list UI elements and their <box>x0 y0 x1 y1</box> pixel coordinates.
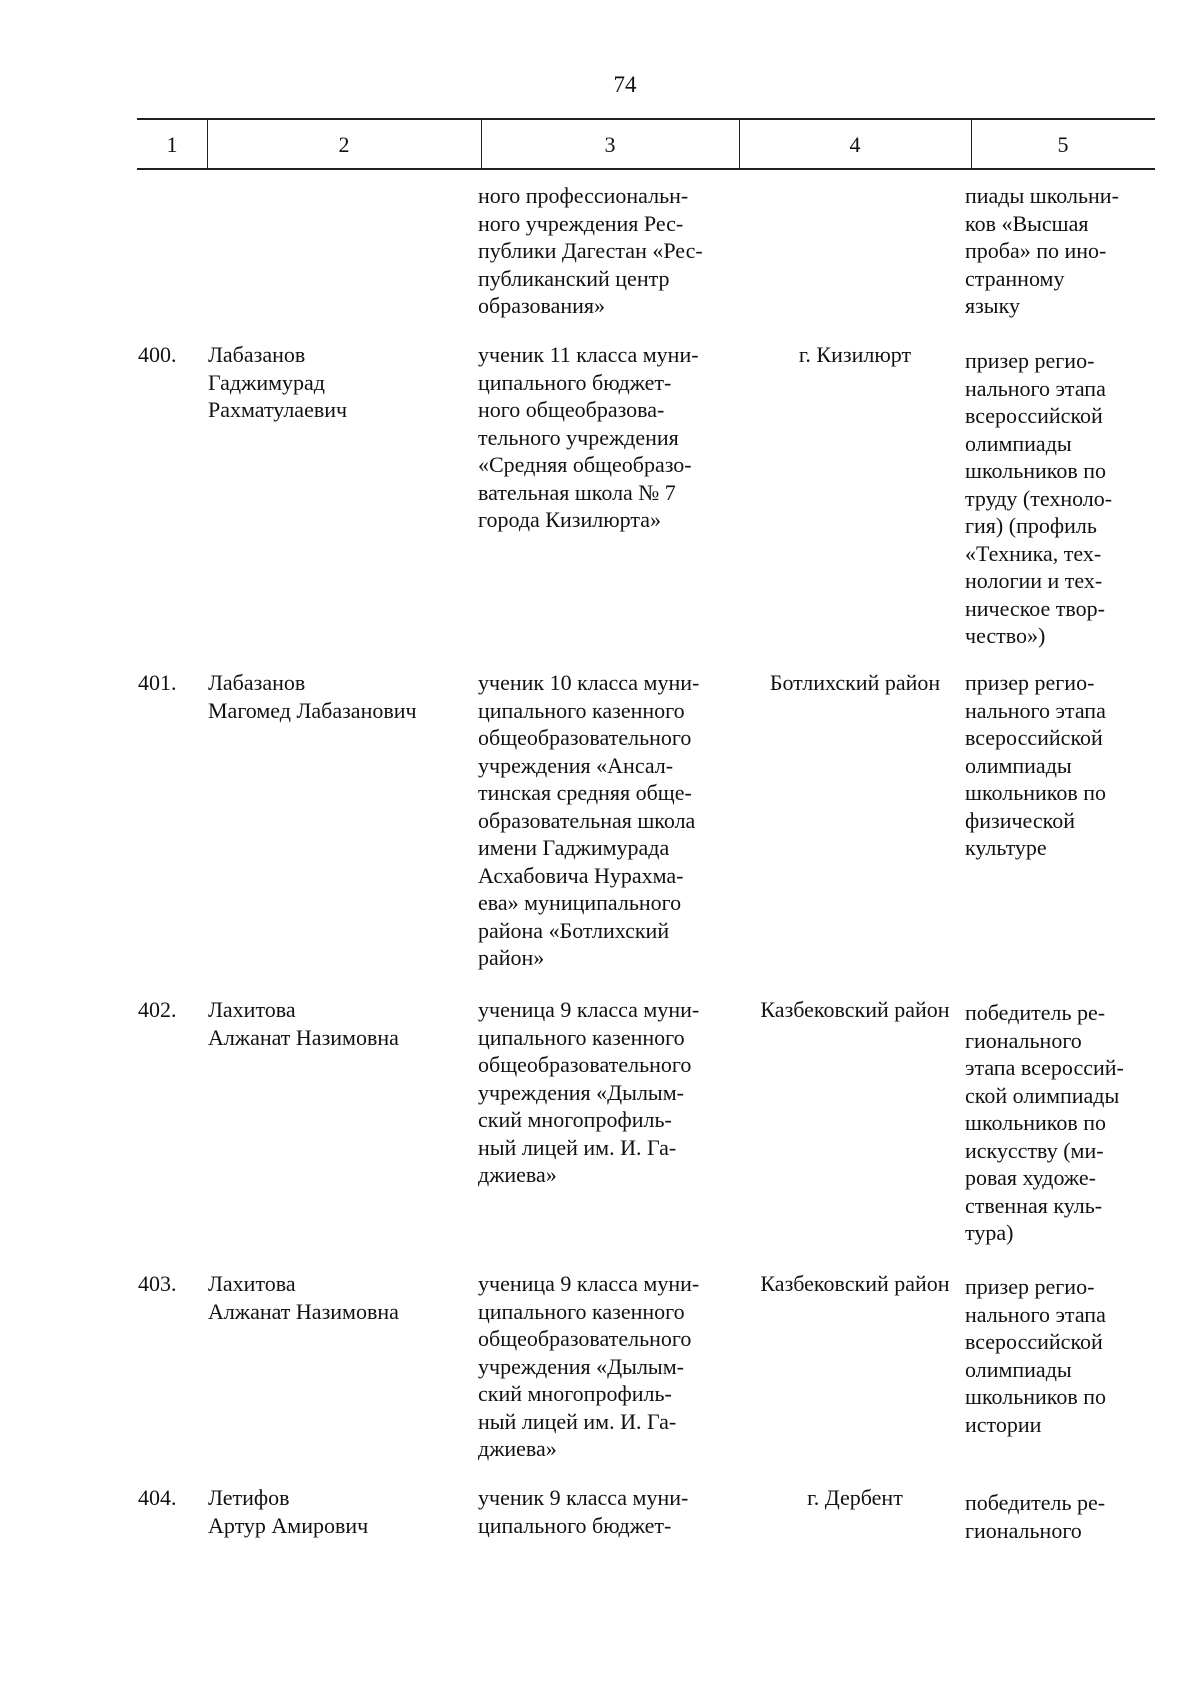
status-cell: победитель ре- гионального <box>965 1490 1106 1543</box>
status-cell: победитель ре- гионального этапа всероссий- ской олимпиады школьников по искусству (ми- ровая художе- ственная куль- тура) <box>965 1000 1124 1245</box>
header-col-1: 1 <box>166 132 178 157</box>
name-cell: Лахитова Алжанат Назимовна <box>208 997 399 1050</box>
header-col-4: 4 <box>849 132 861 157</box>
row-number: 404. <box>138 1485 177 1510</box>
status-cell: призер регио- нального этапа всероссийской олимпиады школьников по физической культуре <box>965 670 1107 860</box>
header-col-5: 5 <box>1057 132 1069 157</box>
header-col-2: 2 <box>338 132 350 157</box>
place-cell: г. Дербент <box>807 1485 903 1510</box>
desc-cell: ученик 9 класса муни- ципального бюджет- <box>478 1485 689 1538</box>
name-cell: Лахитова Алжанат Назимовна <box>208 1271 399 1324</box>
place-cell: Казбековский район <box>760 997 950 1022</box>
place-cell: Казбековский район <box>760 1271 950 1296</box>
desc-cell: ного профессиональн- ного учреждения Рес- публики Дагестан «Рес- публиканский центр образования» <box>478 183 703 318</box>
place-cell: Ботлихский район <box>769 670 941 695</box>
desc-cell: ученица 9 класса муни- ципального казенного общеобразовательного учреждения «Дылым- ский многопрофиль- ный лицей им. И. Га- джиева» <box>478 1271 700 1461</box>
status-cell: призер регио- нального этапа всероссийской олимпиады школьников по труду (техноло- гия) (профиль «Техника, тех- нологии и тех- ническое твор- чество») <box>965 348 1113 648</box>
desc-cell: ученица 9 класса муни- ципального казенного общеобразовательного учреждения «Дылым- ский многопрофиль- ный лицей им. И. Га- джиева» <box>478 997 700 1187</box>
status-cell: пиады школьни- ков «Высшая проба» по ино- странному языку <box>965 183 1119 318</box>
desc-cell: ученик 10 класса муни- ципального казенного общеобразовательного учреждения «Ансал- тинская средняя обще- образовательная школа имени Гаджимурада Асхабовича Нурахма- ева» муниципального района «Ботлихский район» <box>478 670 700 970</box>
page-number: 74 <box>613 72 637 97</box>
status-cell: призер регио- нального этапа всероссийской олимпиады школьников по истории <box>965 1274 1107 1437</box>
name-cell: Лабазанов Гаджимурад Рахматулаевич <box>208 342 348 422</box>
name-cell: Лабазанов Магомед Лабазанович <box>208 670 417 723</box>
row-number: 402. <box>138 997 177 1022</box>
row-number: 401. <box>138 670 177 695</box>
desc-cell: ученик 11 класса муни- ципального бюджет- ного общеобразова- тельного учреждения «Средняя общеобразо- вательная школа № 7 города Кизилюрта» <box>478 342 699 532</box>
row-number: 400. <box>138 342 177 367</box>
header-col-3: 3 <box>604 132 616 157</box>
place-cell: г. Кизилюрт <box>798 342 912 367</box>
name-cell: Летифов Артур Амирович <box>208 1485 369 1538</box>
row-number: 403. <box>138 1271 177 1296</box>
table-header <box>137 118 1155 170</box>
